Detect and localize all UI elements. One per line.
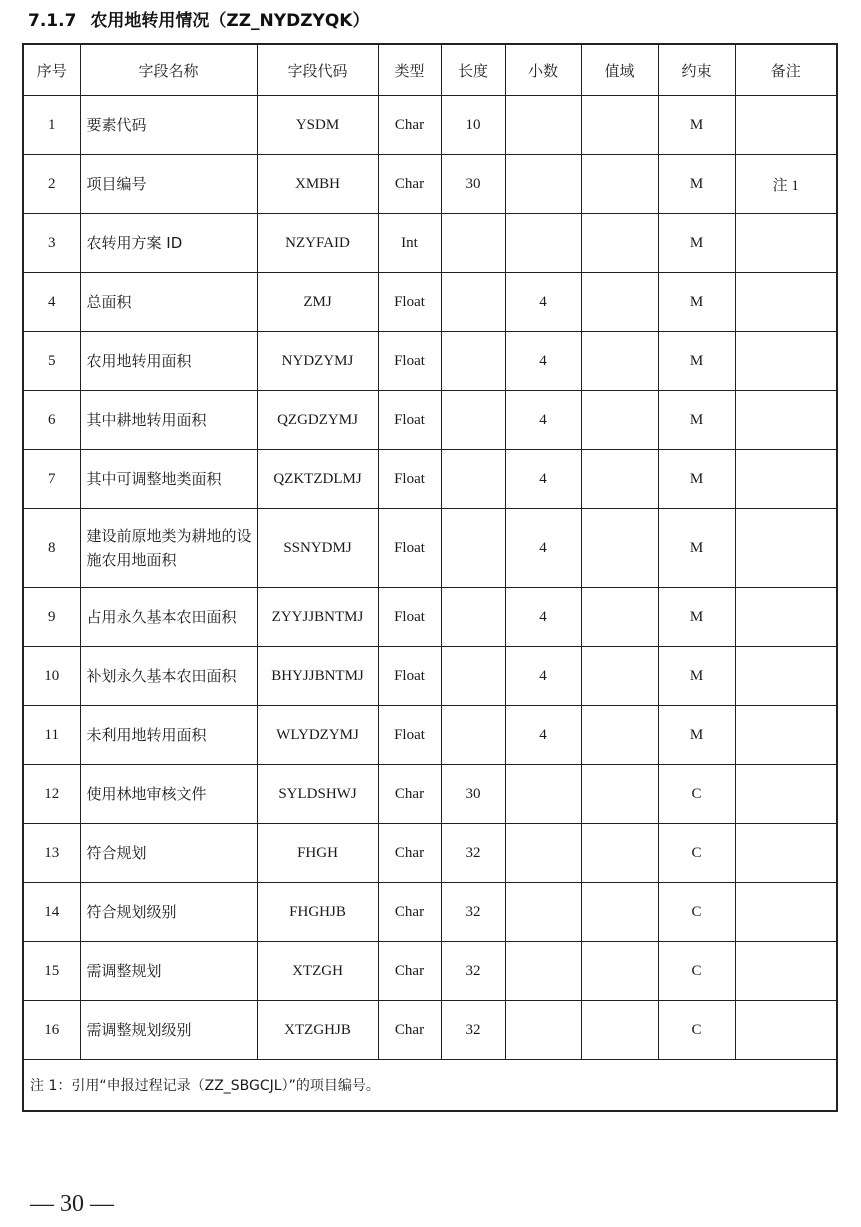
table-row (23, 647, 837, 706)
cell-decimal: 4 (505, 706, 581, 765)
cell-no: 14 (23, 883, 80, 942)
cell-decimal: 4 (505, 647, 581, 706)
cell-length: 32 (441, 883, 505, 942)
cell-length (441, 706, 505, 765)
header-constraint: 约束 (658, 44, 735, 96)
cell-remark (735, 942, 837, 1001)
cell-remark (735, 1001, 837, 1060)
cell-constraint: M (658, 647, 735, 706)
cell-domain (581, 96, 658, 155)
field-definition-table (22, 43, 838, 1112)
table-row (23, 96, 837, 155)
cell-length (441, 332, 505, 391)
cell-field-name: 其中耕地转用面积 (80, 391, 257, 450)
cell-field-code: QZKTZDLMJ (257, 450, 378, 509)
cell-constraint: M (658, 273, 735, 332)
cell-decimal: 4 (505, 450, 581, 509)
page-number: — 30 — (30, 1191, 114, 1217)
table-row (23, 509, 837, 588)
cell-field-name: 要素代码 (80, 96, 257, 155)
cell-no: 4 (23, 273, 80, 332)
cell-decimal (505, 96, 581, 155)
cell-remark (735, 883, 837, 942)
cell-decimal (505, 942, 581, 1001)
cell-length: 32 (441, 824, 505, 883)
cell-field-name: 农转用方案 ID (80, 214, 257, 273)
header-domain: 值域 (581, 44, 658, 96)
cell-constraint: C (658, 883, 735, 942)
cell-length (441, 273, 505, 332)
cell-no: 2 (23, 155, 80, 214)
cell-field-code: XMBH (257, 155, 378, 214)
cell-domain (581, 824, 658, 883)
cell-no: 8 (23, 509, 80, 588)
table-row (23, 588, 837, 647)
cell-field-code: NZYFAID (257, 214, 378, 273)
cell-length (441, 450, 505, 509)
cell-type: Char (378, 96, 441, 155)
header-remark: 备注 (735, 44, 837, 96)
cell-remark (735, 509, 837, 588)
table-row (23, 706, 837, 765)
cell-field-code: SSNYDMJ (257, 509, 378, 588)
cell-length (441, 647, 505, 706)
cell-constraint: M (658, 155, 735, 214)
cell-type: Float (378, 706, 441, 765)
cell-length: 32 (441, 1001, 505, 1060)
cell-field-code: ZYYJJBNTMJ (257, 588, 378, 647)
cell-decimal (505, 765, 581, 824)
cell-length: 30 (441, 765, 505, 824)
cell-field-code: ZMJ (257, 273, 378, 332)
cell-domain (581, 391, 658, 450)
cell-field-name: 占用永久基本农田面积 (80, 588, 257, 647)
cell-constraint: M (658, 214, 735, 273)
cell-field-name: 其中可调整地类面积 (80, 450, 257, 509)
table-row (23, 1001, 837, 1060)
cell-field-name: 符合规划 (80, 824, 257, 883)
cell-constraint: M (658, 96, 735, 155)
cell-decimal: 4 (505, 509, 581, 588)
table-row (23, 273, 837, 332)
cell-length (441, 588, 505, 647)
table-row (23, 155, 837, 214)
cell-field-code: BHYJJBNTMJ (257, 647, 378, 706)
cell-length: 30 (441, 155, 505, 214)
cell-type: Char (378, 1001, 441, 1060)
table-body (23, 96, 837, 1060)
cell-field-name: 使用林地审核文件 (80, 765, 257, 824)
cell-decimal: 4 (505, 588, 581, 647)
cell-remark (735, 824, 837, 883)
cell-no: 13 (23, 824, 80, 883)
header-type: 类型 (378, 44, 441, 96)
cell-no: 15 (23, 942, 80, 1001)
cell-no: 6 (23, 391, 80, 450)
cell-constraint: M (658, 706, 735, 765)
cell-length (441, 214, 505, 273)
cell-field-code: FHGHJB (257, 883, 378, 942)
cell-remark (735, 273, 837, 332)
cell-constraint: C (658, 824, 735, 883)
cell-remark (735, 214, 837, 273)
cell-remark (735, 96, 837, 155)
cell-type: Float (378, 588, 441, 647)
table-row (23, 883, 837, 942)
cell-decimal (505, 824, 581, 883)
cell-decimal (505, 1001, 581, 1060)
cell-type: Int (378, 214, 441, 273)
cell-type: Float (378, 391, 441, 450)
cell-field-code: WLYDZYMJ (257, 706, 378, 765)
cell-field-code: YSDM (257, 96, 378, 155)
cell-type: Char (378, 942, 441, 1001)
cell-field-name: 补划永久基本农田面积 (80, 647, 257, 706)
cell-decimal: 4 (505, 332, 581, 391)
cell-no: 11 (23, 706, 80, 765)
cell-length: 10 (441, 96, 505, 155)
cell-domain (581, 883, 658, 942)
cell-domain (581, 647, 658, 706)
cell-field-name: 总面积 (80, 273, 257, 332)
cell-no: 7 (23, 450, 80, 509)
cell-field-name: 未利用地转用面积 (80, 706, 257, 765)
cell-type: Float (378, 273, 441, 332)
cell-domain (581, 155, 658, 214)
cell-remark (735, 765, 837, 824)
cell-domain (581, 450, 658, 509)
cell-length (441, 509, 505, 588)
cell-field-code: XTZGH (257, 942, 378, 1001)
cell-field-name: 需调整规划 (80, 942, 257, 1001)
table-row (23, 332, 837, 391)
table-row (23, 450, 837, 509)
cell-field-code: SYLDSHWJ (257, 765, 378, 824)
table-row (23, 942, 837, 1001)
cell-remark (735, 588, 837, 647)
cell-domain (581, 588, 658, 647)
cell-no: 10 (23, 647, 80, 706)
cell-domain (581, 706, 658, 765)
cell-domain (581, 1001, 658, 1060)
table-row (23, 765, 837, 824)
cell-no: 1 (23, 96, 80, 155)
table-row (23, 214, 837, 273)
header-decimal: 小数 (505, 44, 581, 96)
cell-field-code: FHGH (257, 824, 378, 883)
footnote-row (23, 1060, 837, 1112)
cell-constraint: M (658, 588, 735, 647)
cell-field-name: 需调整规划级别 (80, 1001, 257, 1060)
cell-type: Char (378, 883, 441, 942)
cell-field-code: NYDZYMJ (257, 332, 378, 391)
section-heading (28, 8, 369, 34)
cell-field-name: 农用地转用面积 (80, 332, 257, 391)
cell-decimal: 4 (505, 273, 581, 332)
cell-remark (735, 391, 837, 450)
cell-domain (581, 273, 658, 332)
cell-field-name: 建设前原地类为耕地的设施农用地面积 (80, 509, 257, 588)
cell-remark (735, 706, 837, 765)
cell-type: Float (378, 332, 441, 391)
table-header-row (23, 44, 837, 96)
footnote: 注 1：引用“申报过程记录（ZZ_SBGCJL）”的项目编号。 (23, 1060, 837, 1112)
cell-constraint: C (658, 765, 735, 824)
cell-no: 12 (23, 765, 80, 824)
cell-constraint: M (658, 450, 735, 509)
cell-no: 9 (23, 588, 80, 647)
cell-domain (581, 214, 658, 273)
cell-decimal: 4 (505, 391, 581, 450)
cell-field-code: XTZGHJB (257, 1001, 378, 1060)
cell-constraint: M (658, 391, 735, 450)
cell-decimal (505, 214, 581, 273)
cell-constraint: M (658, 332, 735, 391)
header-field-code: 字段代码 (257, 44, 378, 96)
cell-remark: 注 1 (735, 155, 837, 214)
cell-type: Char (378, 155, 441, 214)
cell-no: 3 (23, 214, 80, 273)
cell-type: Float (378, 647, 441, 706)
cell-length (441, 391, 505, 450)
cell-no: 5 (23, 332, 80, 391)
table-row (23, 391, 837, 450)
section-title: 农用地转用情况（ZZ_NYDZYQK） (90, 11, 370, 31)
cell-remark (735, 647, 837, 706)
cell-domain (581, 942, 658, 1001)
cell-type: Float (378, 450, 441, 509)
cell-decimal (505, 155, 581, 214)
cell-field-code: QZGDZYMJ (257, 391, 378, 450)
cell-field-name: 项目编号 (80, 155, 257, 214)
cell-field-name: 符合规划级别 (80, 883, 257, 942)
header-length: 长度 (441, 44, 505, 96)
section-number: 7.1.7 (28, 11, 77, 31)
table-row (23, 824, 837, 883)
header-field-name: 字段名称 (80, 44, 257, 96)
cell-type: Char (378, 765, 441, 824)
cell-domain (581, 509, 658, 588)
header-no: 序号 (23, 44, 80, 96)
cell-remark (735, 450, 837, 509)
cell-domain (581, 765, 658, 824)
cell-constraint: C (658, 1001, 735, 1060)
cell-domain (581, 332, 658, 391)
cell-remark (735, 332, 837, 391)
cell-type: Char (378, 824, 441, 883)
cell-constraint: M (658, 509, 735, 588)
cell-type: Float (378, 509, 441, 588)
cell-decimal (505, 883, 581, 942)
cell-length: 32 (441, 942, 505, 1001)
cell-no: 16 (23, 1001, 80, 1060)
cell-constraint: C (658, 942, 735, 1001)
